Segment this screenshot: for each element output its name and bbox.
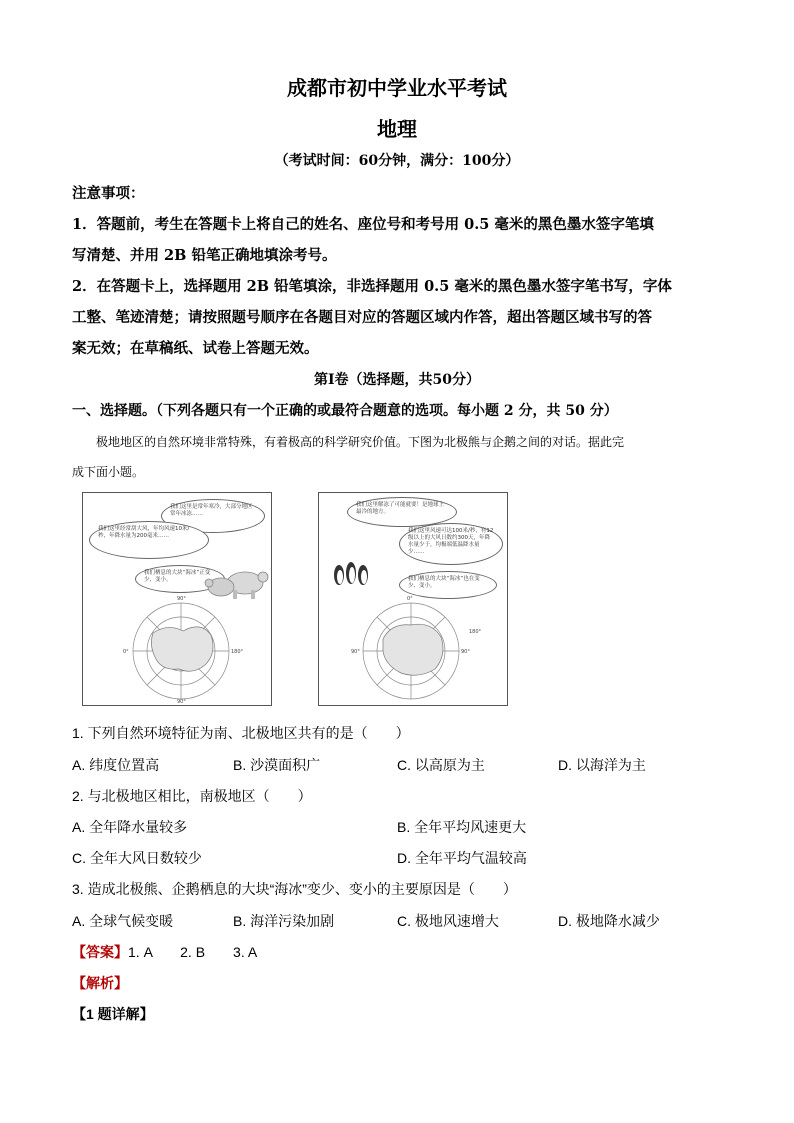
question-3-option-d[interactable]: D. 极地降水减少 (558, 913, 660, 929)
antarctic-bubble-top: 我们这里解冻了可能就要！是地球上最冷的地方。 (347, 497, 457, 527)
arctic-figure (82, 492, 272, 706)
question-1-option-d[interactable]: D. 以海洋为主 (558, 757, 646, 773)
notice-item2-line2: 工整、笔迹清楚；请按照题号顺序在各题目对应的答题区域内作答，超出答题区域书写的答 (72, 309, 652, 326)
question-2-stem: 2. 与北极地区相比，南极地区（ ） (72, 788, 312, 804)
intro-line1: 极地地区的自然环境非常特殊，有着极高的科学研究价值。下图为北极熊与企鹅之间的对话。据此完 (96, 435, 625, 449)
antarctic-bubble-bottom: 我们栖息的大块“海冰”也在变少、变小。 (399, 571, 497, 599)
penguin-icon (334, 562, 368, 585)
question-1-option-a[interactable]: A. 纬度位置高 (72, 757, 160, 773)
question-2-option-d[interactable]: D. 全年平均气温较高 (397, 850, 527, 866)
arctic-illustration (83, 493, 271, 705)
arctic-label-90w: 90° (177, 699, 186, 705)
notice-item1-line1: 1．答题前，考生在答题卡上将自己的姓名、座位号和考号用 0.5 毫米的黑色墨水签字笔填 (72, 216, 654, 233)
question-3-option-a[interactable]: A. 全球气候变暖 (72, 913, 174, 929)
question-1-stem: 1. 下列自然环境特征为南、北极地区共有的是（ ） (72, 725, 410, 741)
arctic-label-0: 0° (123, 649, 129, 655)
antarctic-label-180: 180° (469, 629, 482, 635)
antarctic-map (363, 603, 459, 699)
answer-values: 1. A 2. B 3. A (128, 944, 258, 960)
arctic-label-180: 180° (231, 649, 244, 655)
answer-line (72, 942, 257, 962)
antarctic-illustration (319, 493, 507, 705)
question-3-option-c[interactable]: C. 极地风速增大 (397, 913, 499, 929)
antarctic-label-90: 90° (461, 649, 470, 655)
section-instruction: 一、选择题。（下列各题只有一个正确的或最符合题意的选项。每小题 2 分，共 50 分） (72, 403, 618, 419)
polar-bear-icon (205, 572, 268, 599)
question-2-option-b[interactable]: B. 全年平均风速更大 (397, 819, 527, 835)
subject-title: 地理 (377, 117, 417, 141)
antarctic-label-0: 0° (407, 596, 413, 602)
question-2-option-a[interactable]: A. 全年降水量较多 (72, 819, 188, 835)
exam-title: 成都市初中学业水平考试 (287, 76, 507, 100)
arctic-bubble-mid: 我们这里经常刮大风，年均风速10米/秒，年降水量为200毫米…… (89, 521, 209, 559)
answer-tag: 【答案】 (72, 944, 128, 960)
notice-item2-line3: 案无效；在草稿纸、试卷上答题无效。 (72, 340, 319, 357)
question-1-option-b[interactable]: B. 沙漠面积广 (233, 757, 321, 773)
question-3-stem: 3. 造成北极熊、企鹅栖息的大块“海冰”变少、变小的主要原因是（ ） (72, 881, 517, 897)
antarctic-figure (318, 492, 508, 706)
notice-item2-line1: 2．在答题卡上，选择题用 2B 铅笔填涂，非选择题用 0.5 毫米的黑色墨水签字笔书写，字体 (72, 278, 672, 295)
question-1-option-c[interactable]: C. 以高原为主 (397, 757, 485, 773)
arctic-label-90: 90° (177, 596, 186, 602)
notice-item1-line2: 写清楚、并用 2B 铅笔正确地填涂考号。 (72, 247, 337, 264)
antarctic-bubble-mid: 我们这里风速可达100米/秒，有12级以上的大风日数约300天，年降水量少于，均极端低温降水量少…… (399, 523, 503, 565)
antarctic-label-90b: 90° (351, 649, 360, 655)
intro-line2: 成下面小题。 (72, 465, 145, 479)
question-3-option-b[interactable]: B. 海洋污染加剧 (233, 913, 335, 929)
exam-info: （考试时间：60分钟，满分：100分） (274, 153, 520, 169)
analysis-tag: 【解析】 (72, 975, 128, 991)
arctic-bubble-bottom: 我们栖息的大块“海冰”正变少、变小。 (135, 565, 225, 593)
question-2-option-c[interactable]: C. 全年大风日数较少 (72, 850, 202, 866)
arctic-map (133, 603, 229, 699)
notice-heading: 注意事项： (72, 185, 145, 202)
detail-heading: 【1 题详解】 (72, 1006, 154, 1022)
arctic-bubble-top: 我们这里是常年寒冷，大部分地区常年冰冻…… (161, 499, 265, 533)
section-title: 第Ⅰ卷（选择题，共50分） (313, 372, 481, 388)
